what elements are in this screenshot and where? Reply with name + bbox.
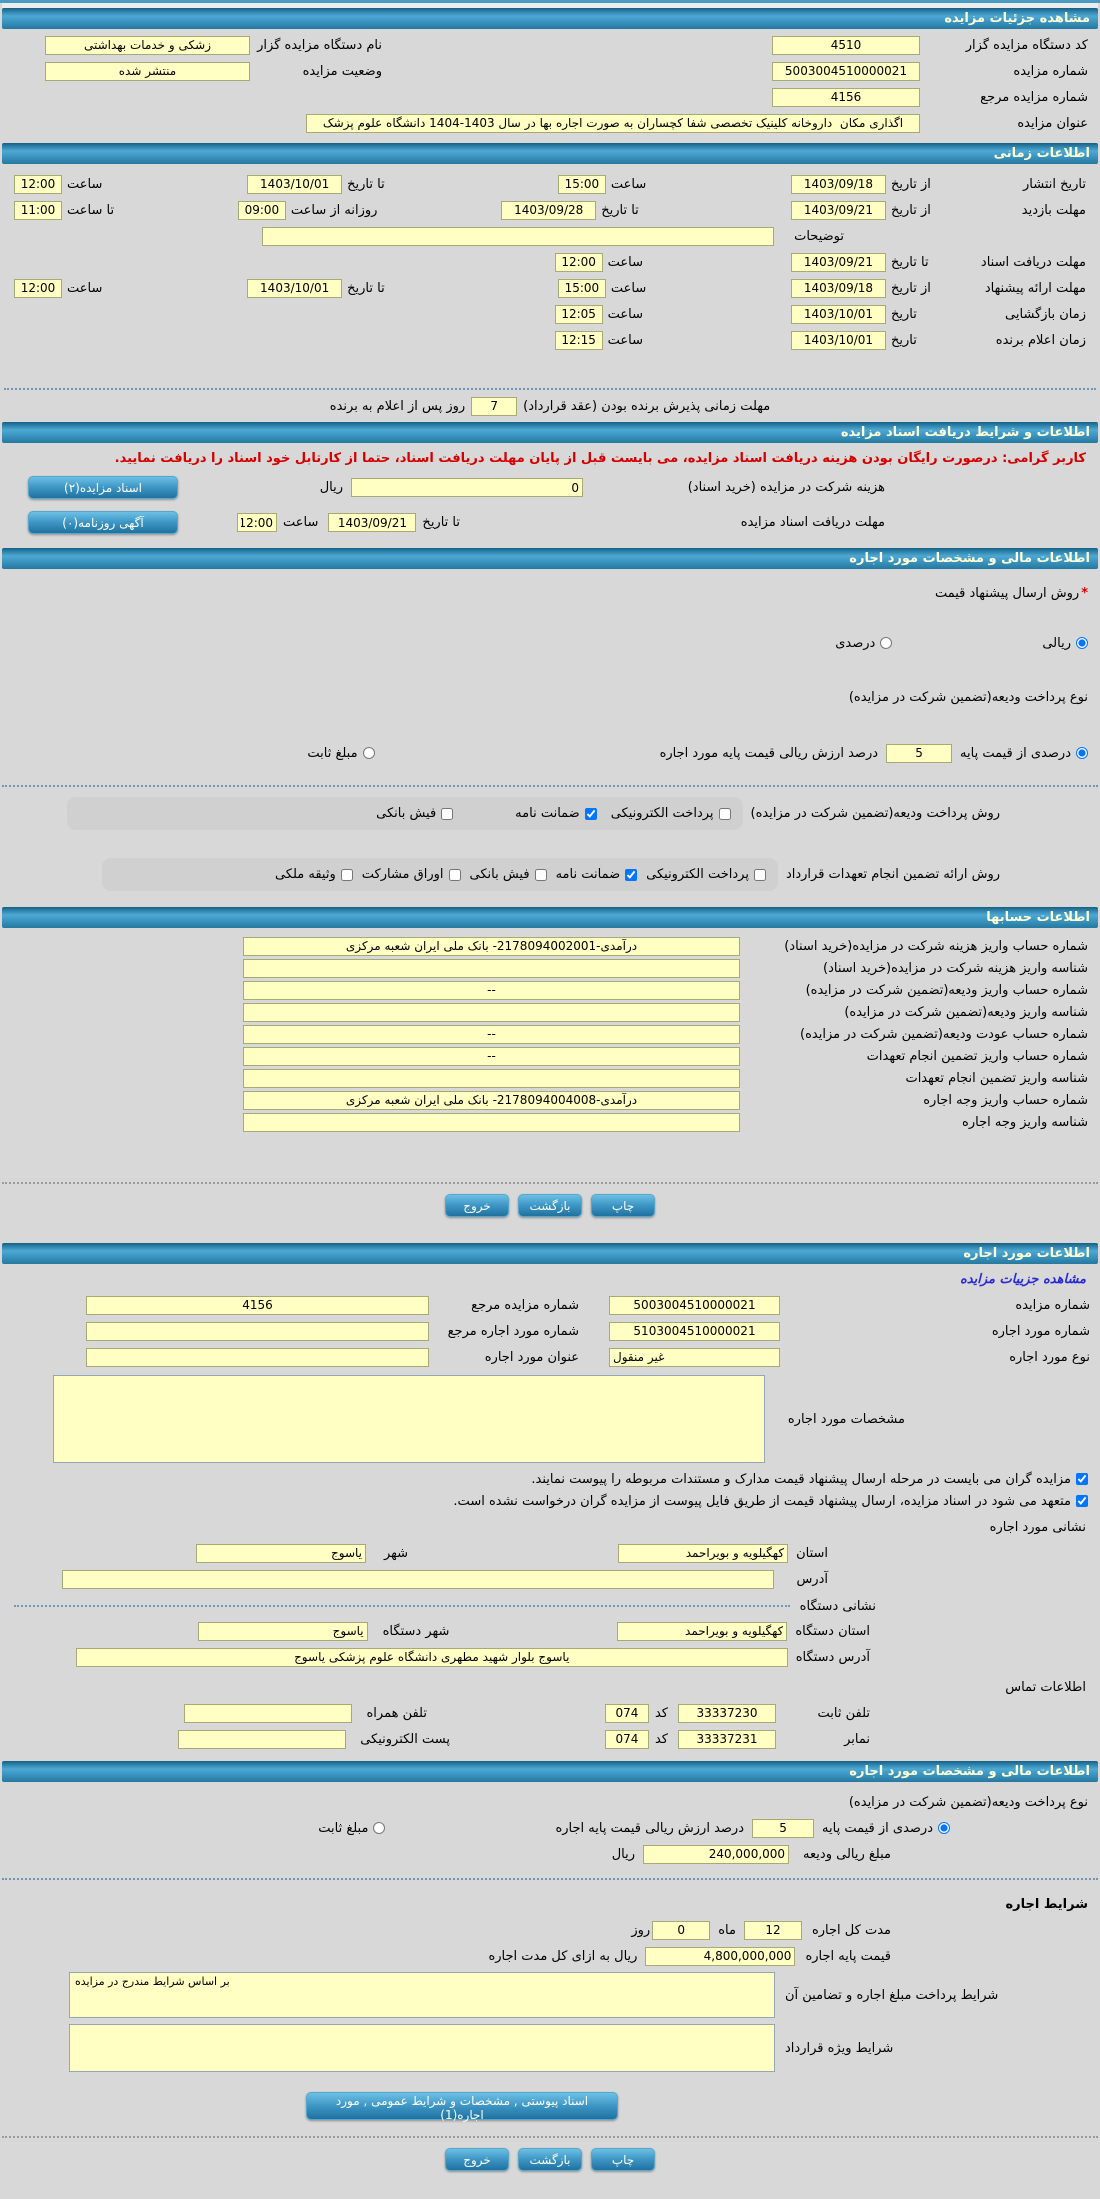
percent-value-input[interactable] (886, 744, 952, 763)
fixed-amount-label: مبلغ ثابت (318, 1820, 369, 1836)
bottom-action-buttons (0, 2148, 1100, 2171)
day-word: روز (631, 1922, 651, 1938)
rental-terms-title: شرایط اجاره (1005, 1896, 1088, 1912)
special-terms-label: شرایط ویژه قرارداد (785, 2040, 894, 2056)
base-price-row (0, 1946, 1100, 1966)
to-date-label: تا تاریخ (422, 515, 460, 530)
deposit-pay-method-row (0, 797, 1100, 830)
publish-to-time-input[interactable] (14, 175, 62, 194)
opening-time-row (2, 304, 1098, 324)
price-method-options-row (0, 633, 1100, 653)
publish-label: تاریخ انتشار (1023, 176, 1086, 192)
contract-guarantee-checkbox[interactable] (625, 869, 637, 881)
auction-title-input[interactable] (306, 114, 920, 133)
to-date-label: تا تاریخ (347, 280, 385, 296)
no-file-note-checkbox[interactable] (1076, 1495, 1088, 1507)
device-address-title-row (0, 1595, 1100, 1615)
offer-label: مهلت ارائه پیشنهاد (984, 280, 1086, 296)
contract-guarantee-option: ضمانت نامه (556, 867, 638, 882)
auction-number-label: شماره مزایده (1015, 1297, 1090, 1313)
contract-bank-slip-checkbox[interactable] (535, 869, 547, 881)
account-row (0, 958, 1100, 978)
account-row (0, 1068, 1100, 1088)
code-label: کد (654, 1731, 668, 1747)
base-price-input[interactable] (645, 1947, 795, 1966)
offer-to-time-input[interactable] (14, 279, 62, 298)
agency-code-row (0, 35, 1100, 55)
rental-address-title: نشانی مورد اجاره (989, 1519, 1086, 1535)
from-date-label: از تاریخ (891, 280, 931, 296)
publish-from-date-input[interactable] (791, 175, 886, 194)
print-button[interactable]: چاپ (591, 2148, 655, 2171)
item-reference-label: شماره مورد اجاره مرجع (447, 1323, 579, 1339)
contract-bonds-option: اوراق مشارکت (362, 867, 461, 882)
contract-guarantee-method-row (0, 858, 1100, 891)
offer-deadline-row (2, 278, 1098, 298)
email-input[interactable] (178, 1730, 346, 1749)
account-input[interactable] (243, 959, 740, 978)
contact-title: اطلاعات تماس (1005, 1679, 1086, 1695)
dashed-divider (2, 2136, 1098, 2138)
account-label: شناسه واریز هزینه شرکت در مزایده(خرید اسناد) (823, 960, 1088, 976)
attach-note-checkbox[interactable] (1076, 1473, 1088, 1485)
auction-title-row (0, 113, 1100, 133)
fixed-amount-label: مبلغ ثابت (307, 745, 358, 761)
rental-auction-number-row (0, 1295, 1100, 1315)
payment-terms-row (0, 1972, 1100, 2018)
code-label: کد (654, 1705, 668, 1721)
percent-base-label: درصدی از قیمت پایه (960, 745, 1071, 761)
rial-radio[interactable] (1076, 637, 1088, 649)
status-label: وضعیت مزایده (302, 63, 382, 79)
exit-button[interactable]: خروج (445, 1194, 509, 1217)
hour-label: ساعت (610, 280, 647, 296)
winner-time-input[interactable] (555, 331, 603, 350)
rental-section (0, 1264, 1100, 1749)
deposit-type-options-row (0, 743, 1100, 763)
offer-from-date-input[interactable] (791, 279, 886, 298)
receive-time-input[interactable] (555, 253, 603, 272)
docs-section (0, 443, 1100, 542)
phone-label: تلفن ثابت (817, 1705, 870, 1721)
view-auction-details-link[interactable]: مشاهده جزییات مزایده (959, 1272, 1086, 1287)
account-row (0, 1112, 1100, 1132)
fixed-amount-radio-2[interactable] (373, 1822, 385, 1834)
base-price-label: قیمت پایه اجاره (805, 1948, 891, 1964)
section-title: مشاهده جزئیات مزایده (944, 11, 1090, 26)
status-input[interactable] (45, 62, 250, 81)
auction-summary (0, 35, 1100, 133)
item-reference-input[interactable] (86, 1322, 429, 1341)
docs-deadline-label: مهلت دریافت اسناد مزایده (740, 515, 885, 530)
account-input[interactable] (243, 1091, 740, 1110)
item-title-label: عنوان مورد اجاره (484, 1349, 579, 1365)
percent-value-input-2[interactable] (752, 1819, 814, 1838)
rial-label: ریال (611, 1846, 636, 1862)
deposit-type-label: نوع پرداخت ودیعه(تضمین شرکت در مزایده) (848, 1794, 1088, 1810)
notes-row (2, 226, 1098, 246)
to-date-label: تا تاریخ (891, 254, 929, 270)
rental-item-number-row (0, 1321, 1100, 1341)
account-row (0, 1090, 1100, 1110)
fax-label: نمابر (844, 1731, 870, 1747)
auction-title-label: عنوان مزایده (1017, 115, 1088, 131)
deposit-type-label-row (0, 1792, 1100, 1812)
hour-label: ساعت (67, 176, 103, 192)
docs-deadline-time-input[interactable] (237, 513, 277, 532)
winner-label: زمان اعلام برنده (995, 332, 1086, 348)
device-address-title: نشانی دستگاه (799, 1598, 876, 1614)
section-header-accounts (2, 907, 1098, 928)
device-city-label: شهر دستگاه (382, 1623, 450, 1639)
attached-docs-button[interactable]: اسناد پیوستی , مشخصات و شرایط عمومی , مورد اجاره(1) (306, 2092, 618, 2120)
contract-electronic-checkbox[interactable] (754, 869, 766, 881)
hour-label: ساعت (607, 332, 643, 348)
deposit-amount-row (0, 1844, 1100, 1864)
date-label: تاریخ (891, 332, 917, 348)
to-date-label: تا تاریخ (347, 176, 385, 192)
duration-label: مدت کل اجاره (811, 1922, 891, 1938)
fee-label: هزینه شرکت در مزایده (خرید اسناد) (687, 480, 885, 495)
offer-to-date-input[interactable] (247, 279, 342, 298)
rental-auction-number-input[interactable] (609, 1296, 780, 1315)
account-row (0, 1046, 1100, 1066)
account-label: شماره حساب واریز هزینه شرکت در مزایده(خرید اسناد) (784, 938, 1088, 954)
opening-label: زمان بازگشایی (1005, 306, 1086, 322)
winner-announce-row (2, 330, 1098, 350)
financial2-section (0, 1792, 1100, 2199)
agency-code-input[interactable] (772, 36, 920, 55)
fixed-amount-radio[interactable] (363, 747, 375, 759)
agency-name-label: نام دستگاه مزایده گزار (257, 37, 382, 53)
rental-reference-number-input[interactable] (86, 1296, 429, 1315)
visit-daily-from-input[interactable] (238, 201, 286, 220)
item-title-input[interactable] (86, 1348, 429, 1367)
offer-from-time-input[interactable] (558, 279, 606, 298)
address-row (0, 1569, 1100, 1589)
item-specs-row (0, 1375, 1100, 1463)
price-method-label-row (0, 583, 1100, 603)
rial-option-label: ریالی (1042, 635, 1071, 651)
contract-bonds-checkbox[interactable] (449, 869, 461, 881)
percent-base-radio-2[interactable] (938, 1822, 950, 1834)
account-row (0, 1002, 1100, 1022)
percent-suffix-label: درصد ارزش ریالی قیمت پایه مورد اجاره (659, 745, 879, 761)
device-province-input[interactable] (617, 1622, 787, 1641)
reference-number-row (0, 87, 1100, 107)
account-input[interactable] (243, 1069, 740, 1088)
dashed-divider (2, 1182, 1098, 1184)
receive-docs-label: مهلت دریافت اسناد (980, 254, 1086, 270)
section-header-auction-details (2, 8, 1098, 29)
back-button[interactable]: بازگشت (518, 2148, 582, 2171)
dotted-divider (2, 785, 1098, 787)
notes-input[interactable] (262, 227, 774, 246)
pay-electronic-option: پرداخت الکترونیکی (611, 806, 731, 821)
fax-row (0, 1729, 1100, 1749)
dotted-divider (14, 1605, 790, 1607)
auction-docs-button[interactable]: اسناد مزایده(۲) (28, 476, 178, 499)
rial-label: ریال (319, 480, 343, 495)
exit-button[interactable]: خروج (445, 2148, 509, 2171)
section-header-docs (2, 422, 1098, 443)
accounts-section (0, 928, 1100, 1243)
deposit-pay-method-box (67, 797, 743, 830)
financial-section (0, 583, 1100, 891)
from-date-label: از تاریخ (891, 202, 931, 218)
percent-radio[interactable] (880, 637, 892, 649)
opening-date-input[interactable] (791, 305, 886, 324)
account-label: شماره حساب عودت ودیعه(تضمین شرکت در مزایده) (800, 1026, 1088, 1042)
rental-type-input[interactable] (609, 1348, 780, 1367)
payment-terms-label: شرایط پرداخت مبلغ اجاره و تضامین آن (785, 1987, 999, 2003)
dotted-divider (4, 388, 1096, 390)
account-input[interactable] (243, 937, 740, 956)
device-address-row (0, 1647, 1100, 1667)
auction-number-label: شماره مزایده (1013, 63, 1088, 79)
phone-input[interactable] (678, 1704, 776, 1723)
fax-input[interactable] (678, 1730, 776, 1749)
device-province-city-row (0, 1621, 1100, 1641)
visit-to-date-input[interactable] (501, 201, 596, 220)
auction-number-row (0, 61, 1100, 81)
timing-section (0, 164, 1100, 416)
days-input[interactable] (652, 1921, 710, 1940)
percent-base-radio[interactable] (1076, 747, 1088, 759)
date-label: تاریخ (891, 306, 917, 322)
auction-number-input[interactable] (772, 62, 920, 81)
publish-date-row (2, 174, 1098, 194)
winner-date-input[interactable] (791, 331, 886, 350)
rental-type-row (0, 1347, 1100, 1367)
dotted-divider (2, 1878, 1098, 1880)
device-address-label: آدرس دستگاه (795, 1649, 870, 1665)
deposit-pay-method-label: روش پرداخت ودیعه(تضمین شرکت در مزایده) (750, 806, 1000, 821)
account-label: شناسه واریز ودیعه(تضمین شرکت در مزایده) (844, 1004, 1088, 1020)
province-label: استان (796, 1545, 828, 1561)
middle-action-buttons (0, 1194, 1100, 1217)
contract-guarantee-box (102, 858, 778, 891)
acceptance-label: مهلت زمانی پذیرش برنده بودن (عقد قرارداد) (523, 398, 771, 414)
docs-deadline-date-input[interactable] (328, 513, 416, 532)
acceptance-suffix: روز پس از اعلام به برنده (329, 398, 466, 414)
back-button[interactable]: بازگشت (518, 1194, 582, 1217)
agency-code-label: کد دستگاه مزایده گزار (965, 37, 1088, 53)
hour-label: ساعت (610, 176, 647, 192)
publish-to-date-input[interactable] (247, 175, 342, 194)
section-title: اطلاعات مالی و مشخصات مورد اجاره (849, 1764, 1090, 1779)
deposit-type-label-row (0, 687, 1100, 707)
visit-daily-to-input[interactable] (14, 201, 62, 220)
daily-from-hour-label: روزانه از ساعت (290, 202, 378, 218)
phone-row (0, 1703, 1100, 1723)
account-row (0, 936, 1100, 956)
opening-time-input[interactable] (555, 305, 603, 324)
province-input[interactable] (618, 1544, 788, 1563)
city-input[interactable] (196, 1544, 366, 1563)
section-title: اطلاعات حسابها (986, 910, 1090, 925)
agency-name-input[interactable] (45, 36, 250, 55)
receive-to-date-input[interactable] (791, 253, 886, 272)
visit-from-date-input[interactable] (791, 201, 886, 220)
percent-option-label: درصدی (835, 635, 876, 651)
participation-fee-row (0, 474, 1100, 501)
device-address-input[interactable] (76, 1648, 788, 1667)
price-method-label: روش ارسال پیشنهاد قیمت (934, 585, 1080, 601)
contract-property-option: وثیقه ملکی (275, 867, 353, 882)
deposit-amount-input[interactable] (643, 1845, 789, 1864)
section-title: اطلاعات و شرایط دریافت اسناد مزایده (840, 425, 1090, 440)
reference-number-input[interactable] (772, 88, 920, 107)
attach-note-row (0, 1469, 1100, 1489)
hour-label: ساعت (607, 254, 643, 270)
deposit-amount-label: مبلغ ریالی ودیعه (803, 1846, 891, 1862)
duration-row (0, 1920, 1100, 1940)
percent-suffix-label: درصد ارزش ریالی قیمت پایه اجاره (555, 1820, 745, 1836)
account-label: شماره حساب واریز وجه اجاره (923, 1092, 1088, 1108)
print-button[interactable]: چاپ (591, 1194, 655, 1217)
account-row (0, 980, 1100, 1000)
no-file-note-text: متعهد می شود در اسناد مزایده، ارسال پیشنهاد قیمت از طریق فایل پیوست از مزایده گران درخواست نشده است. (453, 1493, 1071, 1509)
mobile-label: تلفن همراه (366, 1705, 427, 1721)
to-date-label: تا تاریخ (601, 202, 639, 218)
pay-bank-slip-checkbox[interactable] (441, 808, 453, 820)
hour-label: ساعت (283, 515, 319, 530)
hour-label: ساعت (67, 280, 103, 296)
percent-base-label: درصدی از قیمت پایه (822, 1820, 933, 1836)
contract-property-checkbox[interactable] (341, 869, 353, 881)
payment-terms-textarea[interactable]: بر اساس شرایط مندرج در مزایده (69, 1972, 775, 2018)
pay-guarantee-option: ضمانت نامه (515, 806, 597, 821)
item-number-label: شماره مورد اجاره (991, 1323, 1090, 1339)
account-input[interactable] (243, 1025, 740, 1044)
required-star: * (1081, 585, 1088, 601)
contract-bank-slip-option: فیش بانکی (470, 867, 547, 882)
special-terms-textarea[interactable] (69, 2024, 775, 2072)
pay-guarantee-checkbox[interactable] (585, 808, 597, 820)
section-header-financial (2, 548, 1098, 569)
deposit-type-options-row (0, 1818, 1100, 1838)
rental-address-title-row (0, 1517, 1100, 1537)
attach-note-text: مزایده گران می بایست در مرحله ارسال پیشنهاد قیمت مدارک و مستندات مربوطه را پیوست نمایند. (531, 1471, 1071, 1487)
rental-type-label: نوع مورد اجاره (1009, 1349, 1090, 1365)
pay-electronic-checkbox[interactable] (719, 808, 731, 820)
section-title: اطلاعات مورد اجاره (963, 1246, 1090, 1261)
province-city-row (0, 1543, 1100, 1563)
deposit-type-label: نوع پرداخت ودیعه(تضمین شرکت در مزایده) (848, 689, 1088, 705)
device-city-input[interactable] (198, 1622, 368, 1641)
mobile-input[interactable] (184, 1704, 352, 1723)
reference-number-label: شماره مزایده مرجع (980, 89, 1088, 105)
price-suffix: ریال به ازای کل مدت اجاره (488, 1948, 638, 1964)
account-input[interactable] (243, 1113, 740, 1132)
reference-number-label: شماره مزایده مرجع (471, 1297, 579, 1313)
docs-deadline-row (0, 507, 1100, 542)
special-terms-row (0, 2024, 1100, 2072)
item-specs-label: مشخصات مورد اجاره (787, 1411, 905, 1427)
contact-title-row (0, 1677, 1100, 1697)
hour-label: ساعت (607, 306, 643, 322)
visit-label: مهلت بازدید (1021, 202, 1086, 218)
to-hour-label: تا ساعت (66, 202, 115, 218)
publish-from-time-input[interactable] (558, 175, 606, 194)
city-label: شهر (384, 1545, 409, 1561)
rental-terms-title-row (0, 1894, 1100, 1914)
device-province-label: استان دستگاه (795, 1623, 870, 1639)
fax-code-input[interactable] (605, 1730, 649, 1749)
months-input[interactable] (744, 1921, 802, 1940)
section-title: اطلاعات مالی و مشخصات مورد اجاره (849, 551, 1090, 566)
address-label: آدرس (796, 1571, 828, 1587)
item-number-input[interactable] (609, 1322, 780, 1341)
account-label: شناسه واریز تضمین انجام تعهدات (905, 1070, 1088, 1086)
account-row (0, 1024, 1100, 1044)
pay-bank-slip-option: فیش بانکی (376, 806, 453, 821)
contract-electronic-option: پرداخت الکترونیکی (646, 867, 766, 882)
docs-warning-text: کاربر گرامی: درصورت رایگان بودن هزینه دریافت اسناد مزایده، می بایست قبل از پایان مهلت دریافت اسناد، حتما از کارتابل خود اسناد را دریافت نمایید. (114, 451, 1086, 466)
email-label: پست الکترونیکی (360, 1731, 450, 1747)
receive-docs-row (2, 252, 1098, 272)
contract-guarantee-method-label: روش ارائه تضمین انجام تعهدات قرارداد (785, 867, 1000, 882)
month-word: ماه (718, 1922, 736, 1938)
section-header-rental (2, 1243, 1098, 1264)
section-header-financial-2 (2, 1761, 1098, 1782)
section-header-timing (2, 143, 1098, 164)
acceptance-days-input[interactable] (471, 397, 517, 416)
account-label: شماره حساب واریز ودیعه(تضمین شرکت در مزایده) (805, 982, 1088, 998)
account-input[interactable] (243, 1047, 740, 1066)
fee-input[interactable] (351, 478, 583, 497)
item-specs-textarea[interactable] (53, 1375, 765, 1463)
section-title: اطلاعات زمانی (993, 146, 1090, 161)
address-input[interactable] (62, 1570, 774, 1589)
attached-docs-row (0, 2092, 1100, 2120)
view-details-link-row (0, 1264, 1100, 1289)
notes-label: توضیحات (794, 228, 844, 244)
account-label: شماره حساب واریز تضمین انجام تعهدات (866, 1048, 1088, 1064)
account-input[interactable] (243, 1003, 740, 1022)
no-file-note-row (0, 1491, 1100, 1511)
phone-code-input[interactable] (605, 1704, 649, 1723)
newspaper-ad-button[interactable]: آگهی روزنامه(۰) (28, 511, 178, 534)
acceptance-period-row (2, 396, 1098, 416)
from-date-label: از تاریخ (891, 176, 931, 192)
account-input[interactable] (243, 981, 740, 1000)
visit-deadline-row (2, 200, 1098, 220)
account-label: شناسه واریز وجه اجاره (962, 1114, 1088, 1130)
